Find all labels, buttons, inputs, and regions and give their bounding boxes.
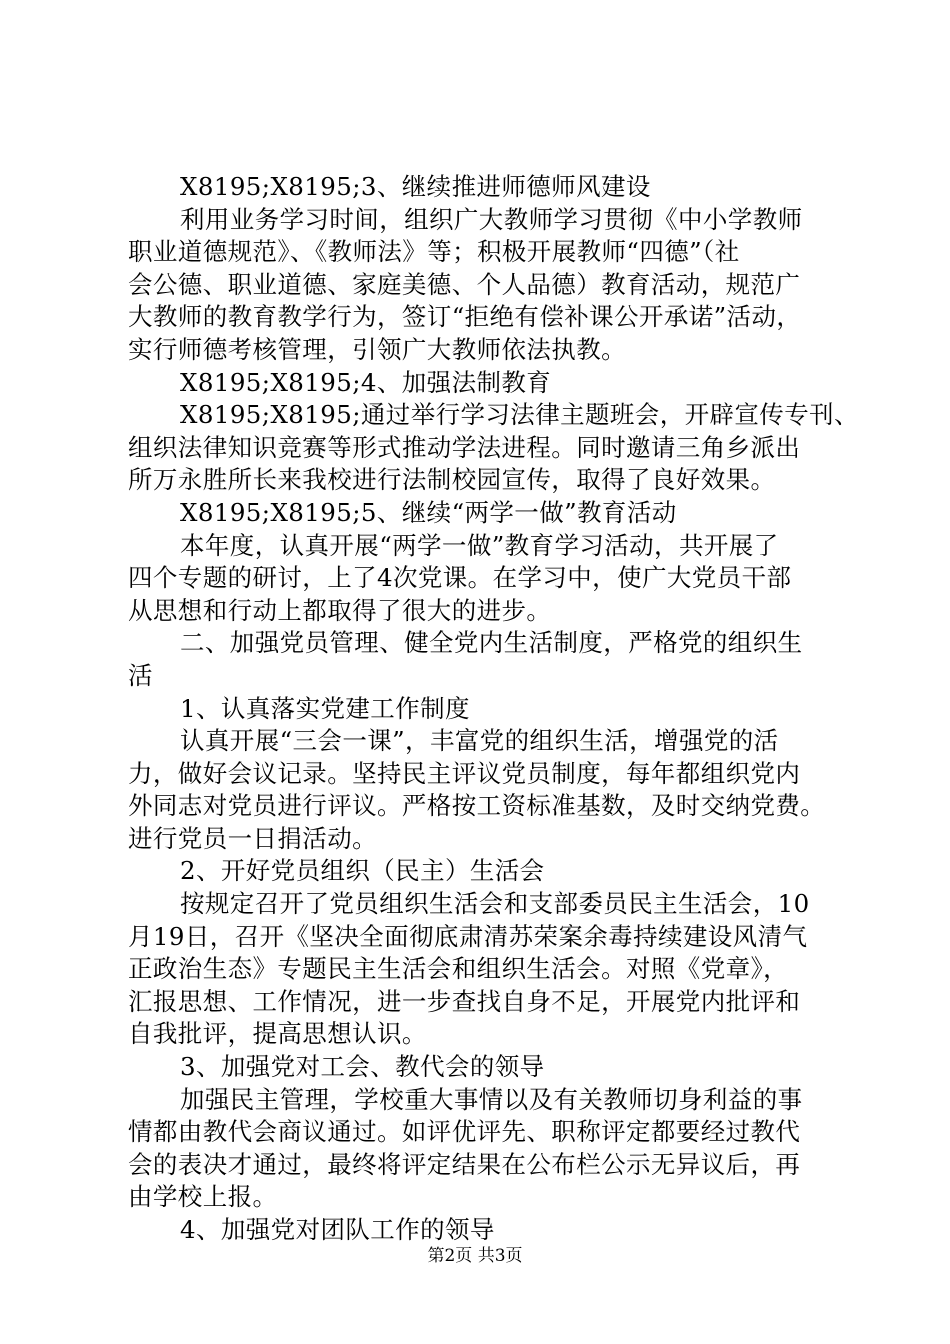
paragraph-line: 会公德、职业道德、家庭美德、个人品德）教育活动，规范广 xyxy=(128,269,801,299)
paragraph-line: X8195;X8195;通过举行学习法律主题班会，开辟宣传专刊、 xyxy=(180,400,859,430)
subsection-heading-union-leadership: 3、加强党对工会、教代会的领导 xyxy=(180,1052,545,1082)
paragraph-line: 情都由教代会商议通过。如评优评先、职称评定都要经过教代 xyxy=(128,1117,801,1147)
paragraph-line: 实行师德考核管理，引领广大教师依法执教。 xyxy=(128,334,626,364)
paragraph-line: 会的表决才通过，最终将评定结果在公布栏公示无异议后，再 xyxy=(128,1149,801,1179)
paragraph-line: 按规定召开了党员组织生活会和支部委员民主生活会，10 xyxy=(180,889,810,919)
paragraph-line: 大教师的教育教学行为，签订“拒绝有偿补课公开承诺”活动， xyxy=(128,302,802,332)
paragraph-line: 自我批评，提高思想认识。 xyxy=(128,1019,427,1049)
section-heading-party-management: 二、加强党员管理、健全党内生活制度，严格党的组织生 xyxy=(180,628,803,658)
subsection-heading-life-meeting: 2、开好党员组织（民主）生活会 xyxy=(180,856,545,886)
section-heading-teacher-ethics: X8195;X8195;3、继续推进师德师风建设 xyxy=(180,172,651,201)
paragraph-line: 加强民主管理，学校重大事情以及有关教师切身利益的事 xyxy=(180,1084,803,1114)
paragraph-line: 认真开展“三会一课”，丰富党的组织生活，增强党的活 xyxy=(180,726,779,756)
paragraph-line: 组织法律知识竞赛等形式推动学法进程。同时邀请三角乡派出 xyxy=(128,432,801,462)
paragraph-line: 本年度，认真开展“两学一做”教育学习活动，共开展了 xyxy=(180,530,779,560)
subsection-heading-party-system: 1、认真落实党建工作制度 xyxy=(180,693,470,723)
paragraph-line: 进行党员一日捐活动。 xyxy=(128,823,377,853)
paragraph-line: 所万永胜所长来我校进行法制校园宣传，取得了良好效果。 xyxy=(128,465,776,495)
paragraph-line: 月19日，召开《坚决全面彻底肃清苏荣案余毒持续建设风清气 xyxy=(128,921,808,951)
paragraph-line: 职业道德规范》、《教师法》等；积极开展教师“四德”（社 xyxy=(128,237,740,267)
paragraph-line: 从思想和行动上都取得了很大的进步。 xyxy=(128,595,552,625)
paragraph-line: 由学校上报。 xyxy=(128,1182,278,1212)
page-footer: 第2页 共3页 xyxy=(427,1246,523,1266)
document-body xyxy=(128,171,859,1247)
section-heading-legal-education: X8195;X8195;4、加强法制教育 xyxy=(180,367,552,397)
paragraph-line: 力，做好会议记录。坚持民主评议党员制度，每年都组织党内 xyxy=(128,758,801,788)
subsection-heading-league-leadership: 4、加强党对团队工作的领导 xyxy=(180,1215,495,1244)
paragraph-line: 汇报思想、工作情况，进一步查找自身不足，开展党内批评和 xyxy=(128,986,801,1016)
paragraph-line: 正政治生态》专题民主生活会和组织生活会。对照《党章》， xyxy=(128,954,789,984)
paragraph-line: 外同志对党员进行评议。严格按工资标准基数，及时交纳党费。 xyxy=(128,791,826,821)
section-heading-two-studies: X8195;X8195;5、继续“两学一做”教育活动 xyxy=(180,497,677,527)
paragraph-line: 四个专题的研讨，上了4次党课。在学习中，使广大党员干部 xyxy=(128,563,792,593)
paragraph-line: 活 xyxy=(128,660,153,690)
paragraph-line: 利用业务学习时间，组织广大教师学习贯彻《中小学教师 xyxy=(180,204,803,234)
